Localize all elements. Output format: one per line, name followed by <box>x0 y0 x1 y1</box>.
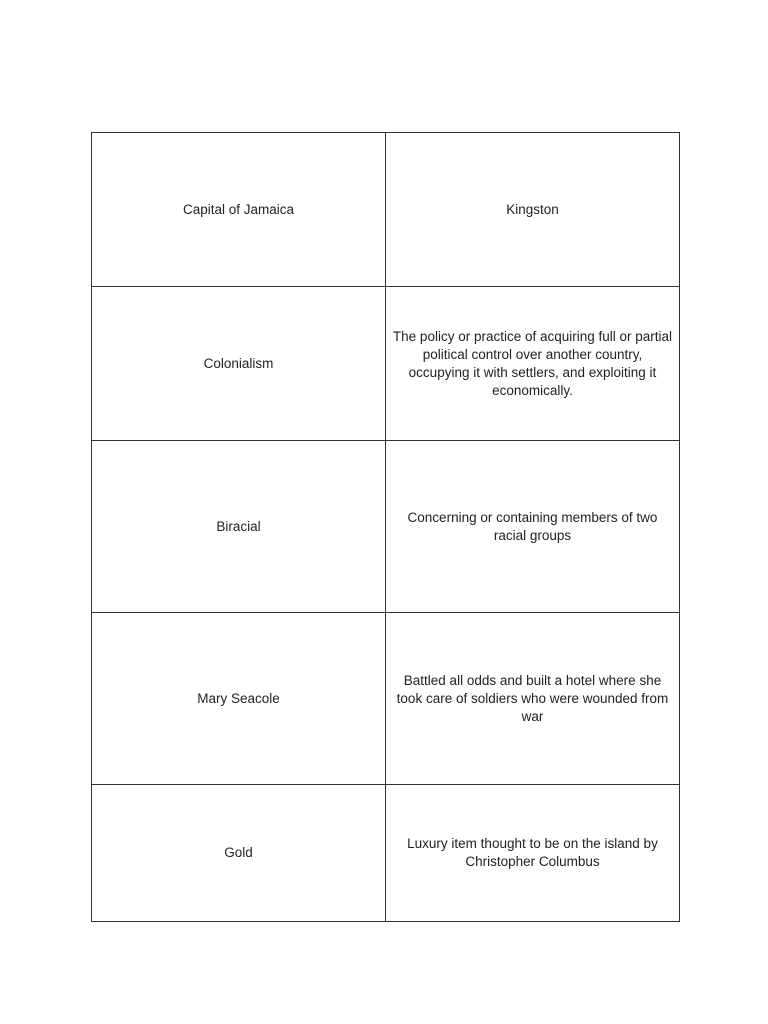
term-cell: Biracial <box>92 441 386 613</box>
definition-cell: Battled all odds and built a hotel where she took care of soldiers who were wounded from war <box>386 613 680 785</box>
definition-cell: The policy or practice of acquiring full or partial political control over another country, occupying it with settlers, and exploiting it economically. <box>386 287 680 441</box>
term-cell: Colonialism <box>92 287 386 441</box>
definition-cell: Kingston <box>386 133 680 287</box>
definition-cell: Concerning or containing members of two racial groups <box>386 441 680 613</box>
table-row <box>92 287 680 441</box>
table-row <box>92 613 680 785</box>
flashcard-table <box>91 132 680 922</box>
term-cell: Gold <box>92 785 386 922</box>
term-cell: Capital of Jamaica <box>92 133 386 287</box>
term-cell: Mary Seacole <box>92 613 386 785</box>
table-row <box>92 441 680 613</box>
table-row <box>92 785 680 922</box>
definition-cell: Luxury item thought to be on the island by Christopher Columbus <box>386 785 680 922</box>
table-row <box>92 133 680 287</box>
